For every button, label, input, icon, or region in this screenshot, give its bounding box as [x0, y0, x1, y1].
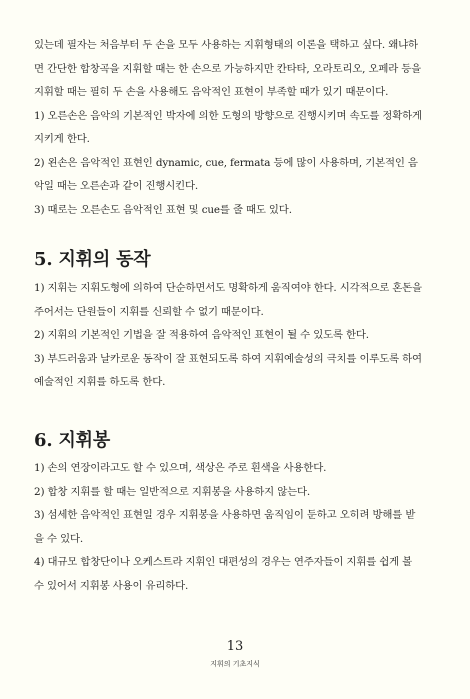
text-line: 예술적인 지휘를 하도록 한다. — [34, 376, 166, 388]
page-number: 13 — [226, 639, 244, 654]
text-line: 면 간단한 합창곡을 지휘할 때는 한 손으로 가능하지만 칸타타, 오라토리오, 오페라 등을 — [34, 62, 422, 75]
section-motion-body — [34, 277, 438, 395]
section-baton-body — [34, 457, 438, 598]
text-line: 1) 지휘는 지휘도형에 의하여 단순하면서도 명확하게 움직여야 한다. 시각적으로 혼돈을 — [34, 282, 422, 294]
text-line: 주어서는 단원들이 지휘를 신뢰할 수 없기 때문이다. — [34, 305, 264, 318]
text-line: 수 있어서 지휘봉 사용이 유리하다. — [34, 579, 189, 592]
text-line: 2) 지휘의 기본적인 기법을 잘 적용하여 음악적인 표현이 될 수 있도록 한다. — [34, 329, 369, 341]
text-line: 3) 섬세한 음악적인 표현일 경우 지휘봉을 사용하면 움직임이 둔하고 오히려 방해를 받 — [34, 509, 416, 521]
section-heading-baton: 6. 지휘봉 — [34, 430, 111, 451]
text-line: 있는데 필자는 처음부터 두 손을 모두 사용하는 지휘형태의 이론을 택하고 싶다. 왜냐하 — [34, 39, 418, 51]
text-line: 2) 왼손은 음악적인 표현인 dynamic, cue, fermata 등에 많이 사용하며, 기본적인 음 — [34, 156, 418, 169]
text-line: 지휘할 때는 필히 두 손을 사용해도 음악적인 표현이 부족할 때가 있기 때문이다. — [34, 86, 389, 98]
text-line: 2) 합창 지휘를 할 때는 일반적으로 지휘봉을 사용하지 않는다. — [34, 485, 311, 498]
text-line: 악일 때는 오른손과 같이 진행시킨다. — [34, 180, 199, 192]
text-line: 3) 부드러움과 날카로운 동작이 잘 표현되도록 하여 지휘예술성의 극치를 이루도록 하여 — [34, 352, 422, 365]
text-line: 1) 손의 연장이라고도 할 수 있으며, 색상은 주로 흰색을 사용한다. — [34, 462, 327, 474]
section-heading-motion: 5. 지휘의 동작 — [34, 249, 151, 270]
running-footer-title: 지휘의 기초지식 — [210, 660, 260, 668]
text-line: 3) 때로는 오른손도 음악적인 표현 및 cue를 줄 때도 있다. — [34, 203, 292, 216]
text-line: 을 수 있다. — [34, 532, 84, 545]
text-line: 1) 오른손은 음악의 기본적인 박자에 의한 도형의 방향으로 진행시키며 속도를 정확하게 — [34, 109, 422, 122]
text-line: 4) 대규모 합창단이나 오케스트라 지휘인 대편성의 경우는 연주자들이 지휘를 쉽게 볼 — [34, 556, 413, 568]
intro-paragraphs — [34, 34, 438, 222]
text-line: 지키게 한다. — [34, 133, 90, 145]
